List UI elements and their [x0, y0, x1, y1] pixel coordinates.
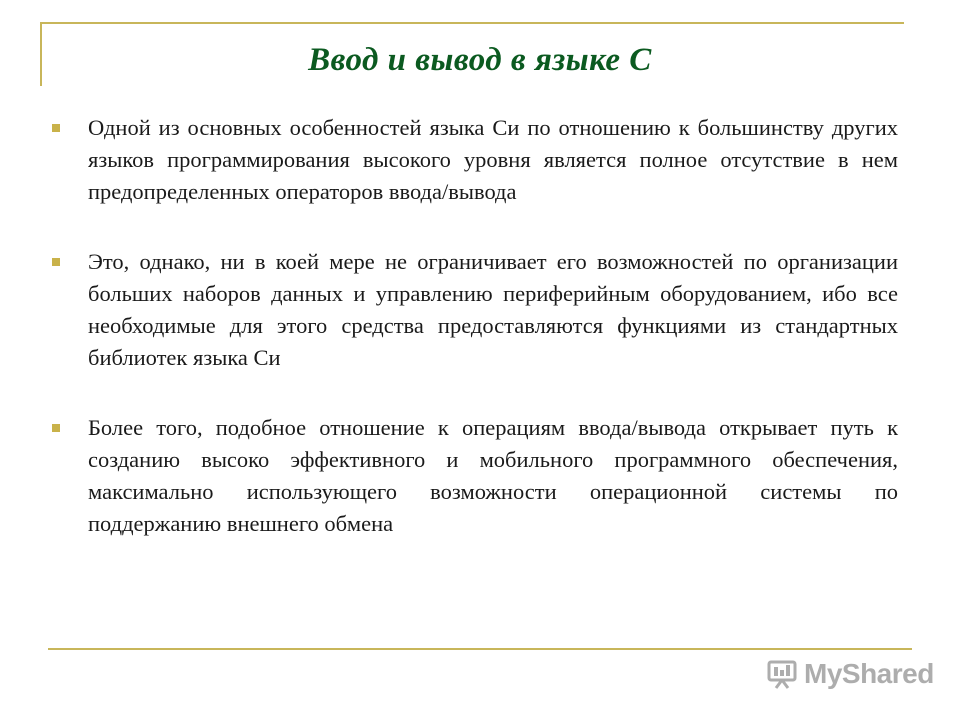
bullet-item — [52, 412, 898, 540]
bottom-rule — [48, 648, 912, 650]
myshared-watermark — [766, 652, 934, 696]
square-bullet-icon — [52, 258, 60, 266]
slide-title: Ввод и вывод в языке С — [308, 42, 652, 78]
bullet-item — [52, 246, 898, 374]
presentation-screen-icon — [766, 658, 798, 690]
square-bullet-icon — [52, 424, 60, 432]
top-rule — [40, 22, 904, 24]
bullet-item — [52, 112, 898, 208]
bullet-text: Одной из основных особенностей языка Си по отношению к большинству других языков программирования высокого уровня является полное отсутствие в нем предопределенных операторов ввода/вывода — [88, 115, 898, 204]
square-bullet-icon — [52, 124, 60, 132]
bullet-text: Это, однако, ни в коей мере не ограничивает его возможностей по организации больших наборов данных и управлению периферийным оборудованием, ибо все необходимые для этого средства предоставляются функциями из стандартных библиотек языка Си — [88, 249, 898, 370]
watermark-brand: MyShared — [804, 658, 934, 689]
bullet-text: Более того, подобное отношение к операциям ввода/вывода открывает путь к созданию высоко эффективного и мобильного программного обеспечения, максимально использующего возможности операционной системы по поддержанию внешнего обмена — [88, 415, 898, 536]
bullet-list — [52, 112, 898, 578]
